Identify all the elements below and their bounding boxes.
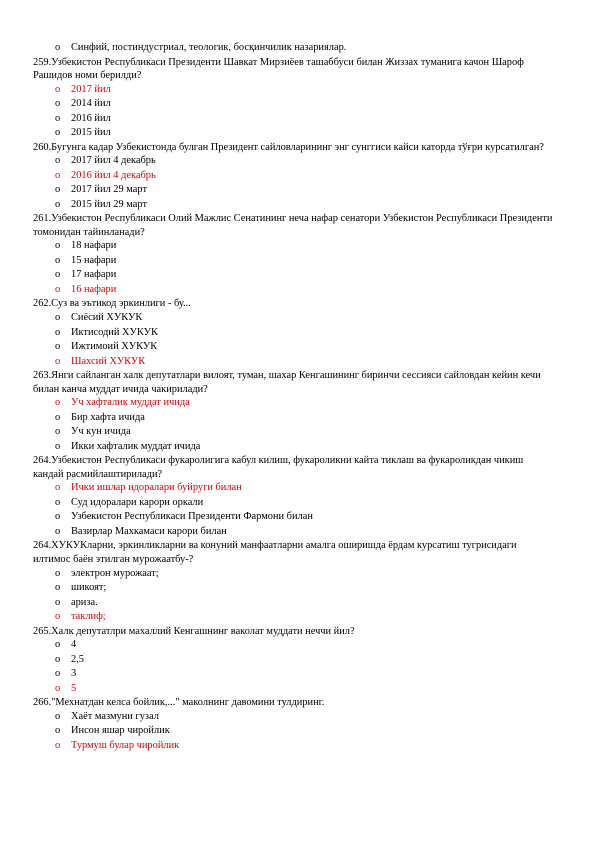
- answer-option-text: Узбекистон Республикаси Президенти Фармони билан: [71, 511, 313, 523]
- question-text: 266."Мехнатдан келса бойлик,..." маколнинг давомини тулдиринг.: [33, 697, 325, 709]
- answer-option-correct: [0, 283, 595, 298]
- document-body: [0, 41, 595, 753]
- answer-option: [0, 581, 595, 596]
- bullet-marker: o: [55, 426, 61, 438]
- answer-option-text: Иктисодий ХУКУК: [71, 326, 158, 338]
- answer-option: [0, 97, 595, 112]
- answer-option-text: 3: [71, 668, 77, 680]
- bullet-marker: o: [55, 582, 61, 594]
- bullet-marker: o: [55, 525, 61, 537]
- answer-option: [0, 653, 595, 668]
- answer-option: [0, 126, 595, 141]
- answer-option-text: Шахсий ХУКУК: [71, 355, 146, 367]
- bullet-marker: o: [55, 596, 61, 608]
- answer-option-text: Вазирлар Махкамаси карори билан: [71, 525, 227, 537]
- answer-option-text: Уч кун ичида: [71, 426, 131, 438]
- bullet-marker: o: [55, 98, 61, 110]
- answer-option: [0, 667, 595, 682]
- question-text: 260.Бугунга кадар Узбекистонда булган Президент сайловларининг энг сунггиси кайси каторда тўғри курсатилган?: [33, 141, 544, 153]
- answer-option: [0, 638, 595, 653]
- question-text: 261.Узбекистон Республикаси Олий Мажлис Сенатининг неча нафар сенатори Узбекистон Республикаси Президенти томонидан тайинланади?: [33, 213, 553, 238]
- answer-option: [0, 510, 595, 525]
- answer-option: [0, 567, 595, 582]
- answer-option-text: 2017 йил 4 декабрь: [71, 155, 156, 167]
- bullet-marker: o: [55, 725, 61, 737]
- bullet-marker: o: [55, 184, 61, 196]
- answer-option-text: 16 нафари: [71, 283, 117, 295]
- answer-option: [0, 154, 595, 169]
- answer-option-text: 2016 йил: [71, 112, 111, 124]
- answer-option: [0, 596, 595, 611]
- answer-option-text: Турмуш булар чиройлик: [71, 739, 180, 751]
- bullet-marker: o: [55, 482, 61, 494]
- bullet-marker: o: [55, 440, 61, 452]
- answer-option-correct: [0, 682, 595, 697]
- bullet-marker: o: [55, 269, 61, 281]
- question-text: 264.ХУКУКларни, эркинликларни ва конуний манфаатларни амалга оширишда ёрдам курсатиш тугрисидаги илтимос баён этилган мурожаатбу-?: [33, 540, 517, 566]
- answer-option: [0, 183, 595, 198]
- answer-option-text: Инсон яшар чиройлик: [71, 725, 170, 737]
- answer-option: [0, 340, 595, 355]
- answer-option-text: 18 нафари: [71, 240, 117, 252]
- bullet-marker: o: [55, 496, 61, 508]
- answer-option-correct: [0, 83, 595, 98]
- answer-option-text: Ички ишлар идоралари буйруги билан: [71, 482, 242, 494]
- bullet-marker: o: [55, 127, 61, 139]
- answer-option: [0, 311, 595, 326]
- answer-option: [0, 198, 595, 213]
- question-text: 264.Узбекистон Республикаси фукаролигига кабул килиш, фукароликни кайта тиклаш ва фукароликдан чикиш кандай расмийлаштирилади?: [33, 455, 524, 480]
- bullet-marker: o: [55, 326, 61, 338]
- answer-option-text: электрон мурожаат;: [71, 567, 159, 579]
- answer-option-text: 15 нафари: [71, 254, 117, 266]
- bullet-marker: o: [55, 639, 61, 651]
- answer-option-text: 4: [71, 639, 77, 651]
- answer-option-text: таклиф;: [71, 611, 106, 623]
- bullet-marker: o: [55, 42, 61, 53]
- answer-option: [0, 411, 595, 426]
- bullet-marker: o: [55, 198, 61, 210]
- bullet-marker: o: [55, 411, 61, 423]
- bullet-marker: o: [55, 682, 61, 694]
- answer-option-text: Синфий, постиндустриал, теологик, босқинчилик назариялар.: [71, 42, 347, 53]
- answer-option-text: 5: [71, 682, 77, 694]
- bullet-marker: o: [55, 739, 61, 751]
- bullet-marker: o: [55, 254, 61, 266]
- bullet-marker: o: [55, 397, 61, 409]
- answer-option-correct: [0, 610, 595, 625]
- question-text: 259.Узбекистон Республикаси Президенти Шавкат Мирзиёев ташаббуси билан Жиззах туманига качон Шароф Рашидов номи берилди?: [33, 56, 524, 82]
- bullet-marker: o: [55, 668, 61, 680]
- answer-option: [0, 268, 595, 283]
- answer-option-text: Икки хафталик муддат ичида: [71, 440, 201, 452]
- answer-option-text: Суд идоралари карори оркали: [71, 496, 204, 508]
- answer-option-text: 2017 йил 29 март: [71, 184, 147, 196]
- answer-option: [0, 254, 595, 269]
- answer-option-text: Уч хафталик муддат ичида: [71, 397, 190, 409]
- question-text: 262.Суз ва эътикод эркинлиги - бу...: [33, 298, 191, 310]
- answer-option: [0, 525, 595, 540]
- bullet-marker: o: [55, 611, 61, 623]
- answer-option: [0, 112, 595, 127]
- bullet-marker: o: [55, 567, 61, 579]
- answer-option: [0, 326, 595, 341]
- answer-option-text: Ижтимоий ХУКУК: [71, 341, 158, 353]
- answer-option-text: Бир хафта ичида: [71, 411, 145, 423]
- answer-option-text: Хаёт мазмуни гузал: [71, 710, 159, 722]
- question-text: 265.Халк депутатлри махаллий Кенгашнинг ваколат муддати неччи йил?: [33, 625, 355, 637]
- answer-option-correct: [0, 739, 595, 754]
- answer-option: [0, 710, 595, 725]
- answer-option: [0, 440, 595, 455]
- answer-option-text: 17 нафари: [71, 269, 117, 281]
- answer-option-text: шикоят;: [71, 582, 107, 594]
- bullet-marker: o: [55, 240, 61, 252]
- answer-option-correct: [0, 481, 595, 496]
- bullet-marker: o: [55, 355, 61, 367]
- answer-option: [0, 425, 595, 440]
- answer-option-text: 2015 йил: [71, 127, 111, 139]
- bullet-marker: o: [55, 710, 61, 722]
- bullet-marker: o: [55, 83, 61, 95]
- answer-option-text: 2016 йил 4 декабрь: [71, 169, 156, 181]
- bullet-marker: o: [55, 112, 61, 124]
- bullet-marker: o: [55, 653, 61, 665]
- answer-option-text: 2015 йил 29 март: [71, 198, 147, 210]
- question-text: 263.Янги сайланган халк депутатлари вилоят, туман, шахар Кенгашининг биринчи сессияси сайловдан кейин кечи билан канча муддат ичида чакирилади?: [33, 370, 541, 395]
- answer-option-text: 2017 йил: [71, 83, 111, 95]
- bullet-marker: o: [55, 155, 61, 167]
- answer-option: [0, 724, 595, 739]
- answer-option: [0, 41, 595, 56]
- answer-option-text: 2,5: [71, 653, 84, 665]
- answer-option: [0, 239, 595, 254]
- bullet-marker: o: [55, 283, 61, 295]
- bullet-marker: o: [55, 169, 61, 181]
- answer-option-correct: [0, 355, 595, 370]
- answer-option-text: ариза.: [71, 596, 98, 608]
- answer-option-text: Сиёсий ХУКУК: [71, 312, 143, 324]
- bullet-marker: o: [55, 341, 61, 353]
- answer-option-text: 2014 йил: [71, 98, 111, 110]
- answer-option-correct: [0, 396, 595, 411]
- answer-option-correct: [0, 169, 595, 184]
- bullet-marker: o: [55, 511, 61, 523]
- answer-option: [0, 496, 595, 511]
- bullet-marker: o: [55, 312, 61, 324]
